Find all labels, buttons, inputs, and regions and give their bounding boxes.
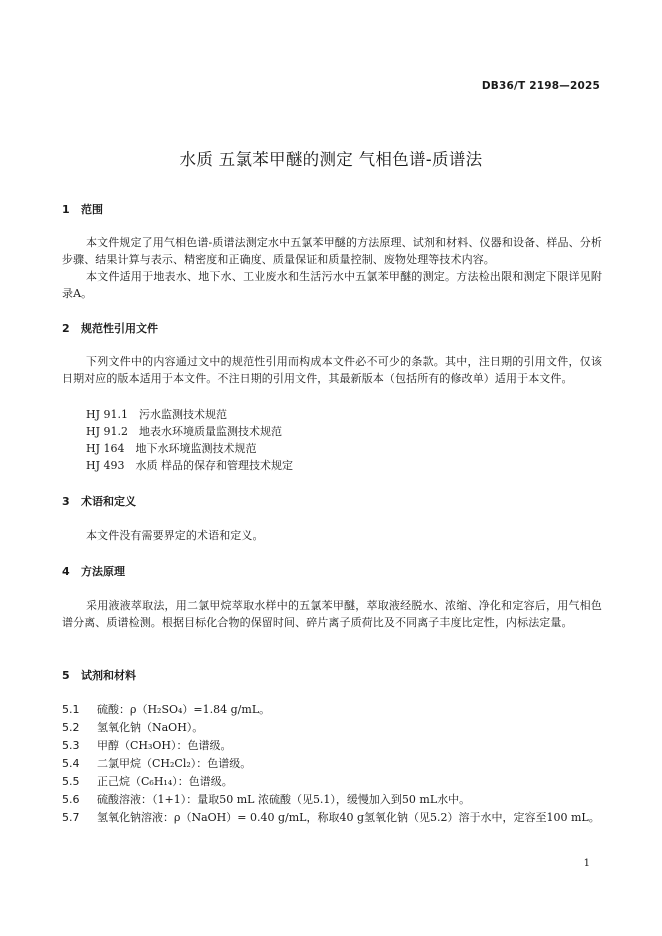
normative-reference: HJ 493 水质 样品的保存和管理技术规定 [86,459,293,472]
section-number: 4 [62,565,70,578]
section-title: 规范性引用文件 [81,322,158,335]
item-text: 硫酸溶液：（1+1）：量取50 mL 浓硫酸（见5.1），缓慢加入到50 mL水中。 [97,793,471,806]
section-2-heading [62,320,158,336]
section-1-paragraph-1: 本文件规定了用气相色谱-质谱法测定水中五氯苯甲醚的方法原理、试剂和材料、仪器和设备、样品、分析步骤、结果计算与表示、精密度和正确度、质量保证和质量控制、废物处理等技术内容。 [62,236,602,266]
reagent-item [62,773,233,789]
item-number: 5.6 [62,793,80,806]
document-title: 水质 五氯苯甲醚的测定 气相色谱-质谱法 [179,150,483,169]
section-title: 范围 [81,203,103,216]
reagent-item [62,737,232,753]
item-number: 5.3 [62,739,80,752]
item-text: 甲醇（CH₃OH）：色谱级。 [97,739,232,752]
section-4-paragraph-1: 采用液液萃取法，用二氯甲烷萃取水样中的五氯苯甲醚，萃取液经脱水、浓缩、净化和定容后，用气相色谱分离、质谱检测。根据目标化合物的保留时间、碎片离子质荷比及不同离子丰度比定性，内标法定量。 [62,599,602,629]
section-title: 方法原理 [81,565,125,578]
item-text: 正己烷（C₆H₁₄）：色谱级。 [97,775,233,788]
section-3-heading [62,493,136,509]
item-number: 5.2 [62,721,80,734]
item-number: 5.1 [62,703,80,716]
reagent-item [62,809,600,825]
normative-reference: HJ 91.2 地表水环境质量监测技术规范 [86,425,282,438]
item-text: 氢氧化钠溶液：ρ（NaOH）= 0.40 g/mL，称取40 g氢氧化钠（见5.2）溶于水中，定容至100 mL。 [97,811,600,824]
item-number: 5.7 [62,811,80,824]
section-3-paragraph-1: 本文件没有需要界定的术语和定义。 [86,529,264,542]
reagent-item [62,701,270,717]
section-number: 1 [62,203,70,216]
section-number: 3 [62,495,70,508]
normative-reference: HJ 164 地下水环境监测技术规范 [86,442,257,455]
section-1-paragraph-2: 本文件适用于地表水、地下水、工业废水和生活污水中五氯苯甲醚的测定。方法检出限和测定下限详见附录A。 [62,270,602,300]
section-title: 术语和定义 [81,495,136,508]
section-number: 2 [62,322,70,335]
page-number: 1 [583,858,590,869]
reagent-item [62,719,203,735]
section-title: 试剂和材料 [81,669,136,682]
section-2-paragraph-1: 下列文件中的内容通过文中的规范性引用而构成本文件必不可少的条款。其中，注日期的引用文件，仅该日期对应的版本适用于本文件。不注日期的引用文件，其最新版本（包括所有的修改单）适用于本文件。 [62,355,602,385]
section-1-heading [62,201,103,217]
section-number: 5 [62,669,70,682]
document-code: DB36/T 2198—2025 [481,80,600,92]
item-text: 硫酸：ρ（H₂SO₄）=1.84 g/mL。 [97,703,271,716]
item-text: 氢氧化钠（NaOH）。 [97,721,204,734]
section-4-heading [62,563,125,579]
item-number: 5.5 [62,775,80,788]
reagent-item [62,791,470,807]
section-5-heading [62,667,136,683]
item-number: 5.4 [62,757,80,770]
reagent-item [62,755,251,771]
item-text: 二氯甲烷（CH₂Cl₂）：色谱级。 [97,757,252,770]
normative-reference: HJ 91.1 污水监测技术规范 [86,408,227,421]
